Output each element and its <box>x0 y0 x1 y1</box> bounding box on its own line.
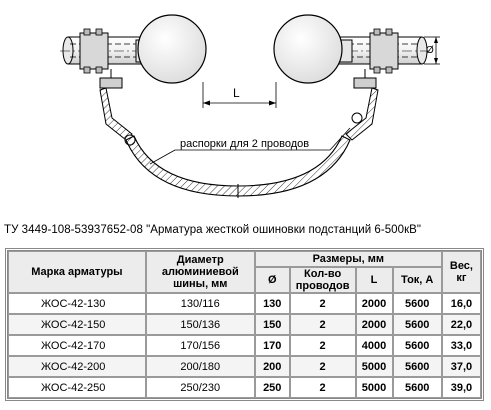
cell-diameter: 130/116 <box>146 293 255 314</box>
table-row <box>8 335 481 356</box>
cell-L: 2000 <box>356 314 393 335</box>
cell-current: 5600 <box>393 356 442 377</box>
cell-diameter: 250/230 <box>146 377 255 398</box>
table-row <box>8 314 481 335</box>
cell-L: 4000 <box>356 335 393 356</box>
dimension-diameter <box>424 37 440 64</box>
specification-table <box>5 248 484 401</box>
header-mark: Марка арматуры <box>8 251 146 293</box>
cell-count: 2 <box>290 356 356 377</box>
cell-L: 5000 <box>356 356 393 377</box>
cell-phi: 150 <box>255 314 290 335</box>
cell-L: 2000 <box>356 293 393 314</box>
cell-diameter: 150/136 <box>146 314 255 335</box>
table-row <box>8 377 481 398</box>
dimension-L <box>203 82 276 108</box>
header-phi: Ø <box>255 267 290 293</box>
cell-current: 5600 <box>393 293 442 314</box>
header-count: Кол-во проводов <box>290 267 356 293</box>
cell-L: 5000 <box>356 377 393 398</box>
cell-count: 2 <box>290 293 356 314</box>
header-sizes: Размеры, мм <box>255 251 442 267</box>
cell-current: 5600 <box>393 377 442 398</box>
cell-weight: 33,0 <box>442 335 481 356</box>
spacer-callout <box>150 128 350 164</box>
spacer-label: распорки для 2 проводов <box>180 138 310 150</box>
left-shield-ball <box>136 15 206 83</box>
right-shield-ball <box>274 15 352 83</box>
table-row <box>8 356 481 377</box>
cell-current: 5600 <box>393 314 442 335</box>
cell-weight: 16,0 <box>442 293 481 314</box>
cell-phi: 250 <box>255 377 290 398</box>
cell-phi: 200 <box>255 356 290 377</box>
cell-mark: ЖОС-42-200 <box>8 356 146 377</box>
dimension-L-label: L <box>233 86 240 100</box>
table-row <box>8 293 481 314</box>
cell-phi: 170 <box>255 335 290 356</box>
cell-weight: 22,0 <box>442 314 481 335</box>
header-current: Ток, А <box>393 267 442 293</box>
cell-phi: 130 <box>255 293 290 314</box>
header-diameter: Диаметр алюминиевой шины, мм <box>146 251 255 293</box>
cell-count: 2 <box>290 377 356 398</box>
cell-mark: ЖОС-42-170 <box>8 335 146 356</box>
cell-mark: ЖОС-42-150 <box>8 314 146 335</box>
cell-weight: 37,0 <box>442 356 481 377</box>
cell-count: 2 <box>290 314 356 335</box>
header-weight: Вес, кг <box>442 251 481 293</box>
dimension-diameter-label: Ø <box>426 45 434 56</box>
cell-mark: ЖОС-42-250 <box>8 377 146 398</box>
cell-weight: 39,0 <box>442 377 481 398</box>
cell-current: 5600 <box>393 335 442 356</box>
cell-diameter: 200/180 <box>146 356 255 377</box>
header-L: L <box>356 267 393 293</box>
cell-mark: ЖОС-42-130 <box>8 293 146 314</box>
cell-diameter: 170/156 <box>146 335 255 356</box>
cell-count: 2 <box>290 335 356 356</box>
document-caption: ТУ 3449-108-53937652-08 "Арматура жесткой ошиновки подстанций 6-500кВ" <box>4 224 422 236</box>
